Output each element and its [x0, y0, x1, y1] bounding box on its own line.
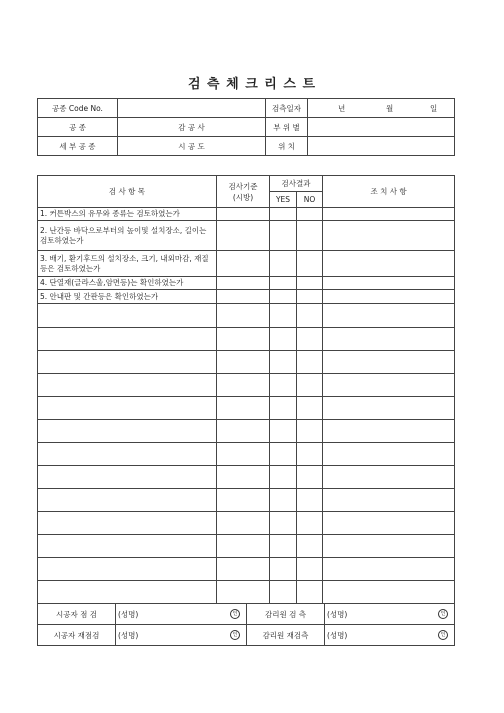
name-label: (성명)	[118, 630, 139, 640]
contractor-check-signature[interactable]	[116, 604, 247, 625]
name-label: (성명)	[327, 630, 348, 640]
yes-cell[interactable]	[270, 251, 297, 277]
action-cell[interactable]	[323, 328, 455, 351]
no-cell[interactable]	[297, 512, 323, 535]
no-cell[interactable]	[297, 290, 323, 304]
table-row	[38, 466, 455, 489]
no-cell[interactable]	[297, 208, 323, 221]
table-row	[38, 304, 455, 328]
contractor-check-label: 시공자 점 검	[38, 604, 116, 625]
drawing-label: 시 공 도	[118, 137, 266, 156]
item-cell[interactable]	[38, 374, 217, 397]
item-cell[interactable]	[38, 443, 217, 466]
standard-cell[interactable]	[217, 251, 270, 277]
location-field[interactable]	[308, 137, 455, 156]
no-cell[interactable]	[297, 581, 323, 604]
yes-cell[interactable]	[270, 512, 297, 535]
yes-cell[interactable]	[270, 351, 297, 374]
item-cell[interactable]	[38, 328, 217, 351]
check-item-1: 1. 커튼박스의 유무와 종류는 검토하였는가	[38, 208, 217, 221]
item-cell[interactable]	[38, 304, 217, 328]
action-cell[interactable]	[323, 558, 455, 581]
table-row	[38, 581, 455, 604]
signature-table	[37, 603, 455, 646]
yes-cell[interactable]	[270, 466, 297, 489]
work-code-label: 공종 Code No.	[38, 99, 118, 118]
yes-cell[interactable]	[270, 304, 297, 328]
table-row	[38, 558, 455, 581]
item-cell[interactable]	[38, 489, 217, 512]
action-cell[interactable]	[323, 351, 455, 374]
standard-cell[interactable]	[217, 221, 270, 251]
action-cell[interactable]	[323, 535, 455, 558]
check-item-3: 3. 배기, 환기후드의 설치장소, 크기, 내외마감, 재질 등은 검토하였는가	[38, 251, 217, 277]
action-cell[interactable]	[323, 397, 455, 420]
supervisor-recheck-signature[interactable]	[325, 625, 455, 646]
item-cell[interactable]	[38, 466, 217, 489]
standard-cell[interactable]	[217, 512, 270, 535]
standard-cell[interactable]	[217, 304, 270, 328]
no-cell[interactable]	[297, 535, 323, 558]
item-cell[interactable]	[38, 512, 217, 535]
standard-cell[interactable]	[217, 489, 270, 512]
detail-work-label: 세 부 공 종	[38, 137, 118, 156]
table-row	[38, 351, 455, 374]
action-cell[interactable]	[323, 443, 455, 466]
year-label: 년	[338, 104, 346, 113]
no-cell[interactable]	[297, 397, 323, 420]
contractor-label: 감 공 사	[118, 118, 266, 137]
no-cell[interactable]	[297, 351, 323, 374]
standard-cell[interactable]	[217, 277, 270, 290]
action-cell[interactable]	[323, 208, 455, 221]
check-item-4: 4. 단열재(글라스울,암면등)는 확인하였는가	[38, 277, 217, 290]
table-row	[38, 512, 455, 535]
contractor-recheck-signature[interactable]	[116, 625, 247, 646]
yes-cell[interactable]	[270, 397, 297, 420]
action-cell[interactable]	[323, 251, 455, 277]
table-row	[38, 397, 455, 420]
yes-cell[interactable]	[270, 558, 297, 581]
action-cell[interactable]	[323, 221, 455, 251]
stamp-icon: 인	[438, 630, 448, 640]
no-cell[interactable]	[297, 443, 323, 466]
supervisor-check-label: 감리원 검 측	[247, 604, 325, 625]
table-row	[38, 489, 455, 512]
standard-cell[interactable]	[217, 581, 270, 604]
no-cell[interactable]	[297, 466, 323, 489]
col-standard-sub: (시방)	[232, 192, 254, 202]
standard-cell[interactable]	[217, 558, 270, 581]
standard-cell[interactable]	[217, 208, 270, 221]
item-cell[interactable]	[38, 581, 217, 604]
col-yes-header: YES	[270, 192, 297, 208]
action-cell[interactable]	[323, 466, 455, 489]
no-cell[interactable]	[297, 328, 323, 351]
no-cell[interactable]	[297, 251, 323, 277]
yes-cell[interactable]	[270, 208, 297, 221]
standard-cell[interactable]	[217, 397, 270, 420]
no-cell[interactable]	[297, 221, 323, 251]
col-result-header: 검사결과	[270, 176, 323, 192]
yes-cell[interactable]	[270, 443, 297, 466]
action-cell[interactable]	[323, 290, 455, 304]
standard-cell[interactable]	[217, 374, 270, 397]
stamp-icon: 인	[230, 609, 240, 619]
day-label: 일	[430, 104, 438, 113]
no-cell[interactable]	[297, 420, 323, 443]
check-item-2: 2. 난간등 바닥으로부터의 높이및 설치장소, 길이는 검토하였는가	[38, 221, 217, 251]
action-cell[interactable]	[323, 277, 455, 290]
name-label: (성명)	[118, 609, 139, 619]
inspection-date-field[interactable]	[308, 99, 455, 118]
table-row	[38, 443, 455, 466]
standard-cell[interactable]	[217, 466, 270, 489]
month-label: 월	[386, 104, 394, 113]
action-cell[interactable]	[323, 304, 455, 328]
yes-cell[interactable]	[270, 277, 297, 290]
work-code-field[interactable]	[118, 99, 266, 118]
work-type-label: 공 종	[38, 118, 118, 137]
standard-cell[interactable]	[217, 328, 270, 351]
standard-cell[interactable]	[217, 420, 270, 443]
inspection-date-label: 검측일자	[266, 99, 308, 118]
check-item-5: 5. 안내판 및 간판등은 확인하였는가	[38, 290, 217, 304]
action-cell[interactable]	[323, 512, 455, 535]
header-info-table	[37, 98, 455, 156]
contractor-recheck-label: 시공자 재점검	[38, 625, 116, 646]
no-cell[interactable]	[297, 304, 323, 328]
page-title: 검 측 체 크 리 스 트	[187, 77, 317, 92]
item-cell[interactable]	[38, 535, 217, 558]
no-cell[interactable]	[297, 558, 323, 581]
item-cell[interactable]	[38, 558, 217, 581]
name-label: (성명)	[327, 609, 348, 619]
standard-cell[interactable]	[217, 535, 270, 558]
action-cell[interactable]	[323, 581, 455, 604]
action-cell[interactable]	[323, 489, 455, 512]
yes-cell[interactable]	[270, 535, 297, 558]
col-action-header: 조 치 사 항	[323, 176, 455, 208]
action-cell[interactable]	[323, 374, 455, 397]
standard-cell[interactable]	[217, 443, 270, 466]
no-cell[interactable]	[297, 489, 323, 512]
table-row	[38, 535, 455, 558]
standard-cell[interactable]	[217, 290, 270, 304]
supervisor-check-signature[interactable]	[325, 604, 455, 625]
action-cell[interactable]	[323, 420, 455, 443]
col-standard-header	[217, 176, 270, 208]
location-label: 위 치	[266, 137, 308, 156]
stamp-icon: 인	[230, 630, 240, 640]
standard-cell[interactable]	[217, 351, 270, 374]
stamp-icon: 인	[438, 609, 448, 619]
yes-cell[interactable]	[270, 290, 297, 304]
table-row	[38, 420, 455, 443]
table-row	[38, 374, 455, 397]
yes-cell[interactable]	[270, 328, 297, 351]
part-field[interactable]	[308, 118, 455, 137]
item-cell[interactable]	[38, 397, 217, 420]
table-row	[38, 328, 455, 351]
yes-cell[interactable]	[270, 581, 297, 604]
no-cell[interactable]	[297, 277, 323, 290]
yes-cell[interactable]	[270, 374, 297, 397]
col-standard-label: 검사기준	[228, 181, 258, 191]
item-cell[interactable]	[38, 420, 217, 443]
yes-cell[interactable]	[270, 420, 297, 443]
checklist-table	[37, 175, 455, 604]
col-item-header: 검 사 항 목	[38, 176, 217, 208]
item-cell[interactable]	[38, 351, 217, 374]
part-label: 부 위 별	[266, 118, 308, 137]
col-no-header: NO	[297, 192, 323, 208]
supervisor-recheck-label: 감리원 재검측	[247, 625, 325, 646]
yes-cell[interactable]	[270, 221, 297, 251]
no-cell[interactable]	[297, 374, 323, 397]
yes-cell[interactable]	[270, 489, 297, 512]
